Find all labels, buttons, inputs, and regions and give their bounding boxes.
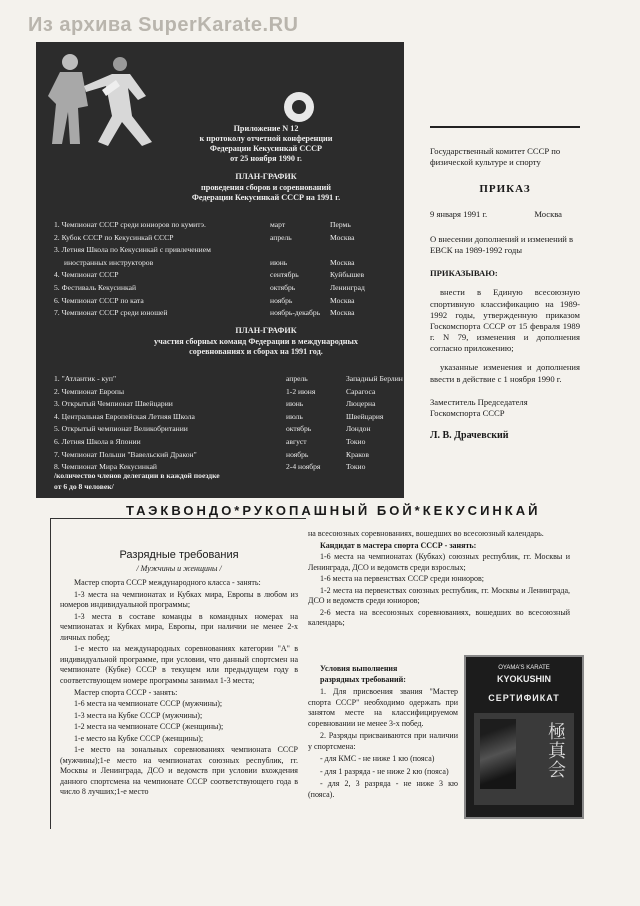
conditions-heading-1: Условия выполнения [320,664,398,673]
plan2-date: октябрь [286,424,312,434]
order-org: Государственный комитет СССР по физической культуре и спорту [430,146,561,168]
plan1-event: 7. Чемпионат СССР среди юношей [54,308,168,318]
plan1-event: 2. Кубок СССР по Кекусинкай СССР [54,232,174,242]
plan2-place: Сарагоса [346,386,376,396]
order-subject: О внесении дополнений и изменений в ЕВСК на 1989-1992 годы [430,233,574,255]
order-signer: Л. В. Драчевский [430,430,509,442]
plan2-date: ноябрь [286,449,309,459]
req-para: Мастер спорта СССР - занять: [74,687,178,697]
appendix-line-1: Приложение N 12 [233,124,299,133]
plan1-date: сентябрь [270,270,299,280]
plan2-event: 4. Центральная Европейская Летняя Школа [54,411,195,421]
plan1-row [54,220,404,232]
order-body-1: внести в Единую всесоюзную спортивную классификацию на 1989-1992 годы, утвержденную приказом Госкомспорта СССР от 15 февраля 1989 г. N 79, изменения и дополнения согласно приложению; [430,287,580,354]
plan2-row [54,450,404,462]
conditions-para-1: 1. Для присвоения звания "Мастер спорта СССР" необходимо одержать при занятом месте на классифицируемом соревновании не менее 3-х побед. [308,687,458,728]
plan1-date: ноябрь-декабрь [270,308,321,318]
req2-para-4: 1-6 места на первенствах СССР среди юниоров; [320,574,485,584]
plan2-row [54,387,404,399]
schedule-block [36,42,404,498]
order-command: ПРИКАЗЫВАЮ: [430,268,498,279]
cert-line-1: OYAMA'S KARATE [498,665,550,671]
plan1-date: июнь [270,257,288,267]
requirements-column-2 [308,529,570,630]
requirements-subheading: / Мужчины и женщины / [136,563,222,573]
cert-line-3: СЕРТИФИКАТ [488,693,560,703]
plan1-date: октябрь [270,283,296,292]
appendix-line-4: от 25 ноября 1990 г. [230,154,302,163]
conditions-para-3: - для КМС - не ниже 1 кю (пояса) [320,754,435,764]
plan1-place: Куйбышев [330,270,365,280]
plan2-place: Западный Берлин [346,374,403,383]
kyokushin-emblem-icon [284,92,314,122]
order-body-2: указанные изменения и дополнения ввести в действие с 1 ноября 1990 г. [430,362,580,384]
req2-para-6: 2-6 места на всесоюзных соревнованиях, вошедших во всесоюзный календарь; [308,607,570,628]
conditions-heading-2: разрядных требований: [320,674,406,684]
req2-para-2: Кандидат в мастера спорта СССР - занять: [320,540,477,550]
plan2-event: 3. Открытый Чемпионат Швейцарии [54,399,173,409]
req-para: 1-3 места на чемпионатах и Кубках мира, Европы в любом из номеров индивидуальной программы; [60,589,298,610]
plan2-date: 1-2 июня [286,386,316,396]
plan2-note-2: от 6 до 8 человек/ [54,482,114,491]
plan1-place: Москва [330,295,355,305]
req-para: 1-е место на зональных соревнованиях чемпионата СССР (мужчины);1-е место на чемпионатах союзных республик, гг. Москвы и Ленинграда, ДСО и ведомств при условии вхождения данного спортсмена на чемпионате СССР соответствующего года в число 8 лучших;1-е место [60,745,298,797]
req-para: 1-3 места в составе команды в командных номерах на чемпионатах и Кубках мира, Европы, при наличии не менее 2-х личных побед; [60,611,298,642]
order-date: 9 января 1991 г. [430,208,488,219]
calligraphy-icon [480,719,516,789]
plan1-place: Ленинград [330,283,365,292]
plan2-date: июль [286,411,303,421]
requirements-column-1 [60,548,298,799]
plan2-date: апрель [286,374,308,383]
plan2-date: 2-4 ноября [286,462,321,472]
plan2-event: 8. Чемпионат Мира Кекусинкай [54,462,157,472]
plan2-date: август [286,437,307,446]
order-deputy: Заместитель Председателя Госкомспорта СССР [430,396,528,418]
plan2-title: ПЛАН-ГРАФИК [235,326,297,335]
plan1-subtitle: проведения сборов и соревнований [201,183,331,192]
watermark: Из архива SuperKarate.RU [28,14,299,36]
plan2-event: 6. Летняя Школа в Японии [54,437,141,446]
plan2-place: Люцерна [346,399,376,409]
plan1-subtitle-2: Федерации Кекусинкай СССР на 1991 г. [191,193,341,202]
plan2-row [54,374,404,386]
certificate-image [464,655,584,819]
plan1-event: 5. Фестиваль Кекусинкай [54,283,137,292]
plan2-row [54,437,404,449]
plan2-date: июнь [286,399,304,409]
req2-para-3: 1-6 места на чемпионатах (Кубках) союзных республик, гг. Москвы и Ленинграда, ДСО и ведомств среди взрослых; [308,552,570,572]
req-para: 1-2 места на чемпионате СССР (женщины); [74,722,224,732]
plan1-title: ПЛАН-ГРАФИК [235,172,297,181]
plan2-subtitle-2: соревнованиях и сборах на 1991 год. [189,347,323,356]
plan2-event: 7. Чемпионат Польши "Вавельский Дракон" [54,449,197,459]
plan2-place: Лондон [346,424,371,434]
plan2-place: Токио [346,437,366,446]
req-para: 1-е место на международных соревнованиях категории "А" в индивидуальной программе, при условии, что данный спортсмен на чемпионате (Кубке) СССР в текущем или предыдущем году в соответствующем номере программы занимал 1-3 места; [60,644,298,685]
plan2-place: Швейцария [346,411,384,421]
plan1-event: 3. Летняя Школа по Кекусинкай с привлечением [54,245,211,255]
plan2-row [54,399,404,411]
plan2-place: Краков [346,449,369,459]
order-section [430,126,580,450]
plan1-date: ноябрь [270,295,293,305]
plan1-row [54,245,404,257]
plan1-row [54,296,404,308]
plan2-event: 2. Чемпионат Европы [54,386,125,396]
req-para: 1-6 места на чемпионате СССР (мужчины); [74,699,223,709]
plan1-date: апрель [270,232,292,242]
plan1-place: Пермь [330,220,351,229]
plan1-row [54,233,404,245]
plan1-date: март [270,220,286,229]
order-date-line [430,209,580,220]
conditions-para-5: - для 2, 3 разряда - не ниже 3 кю (пояса). [308,779,458,800]
plan1-row [54,258,404,270]
req2-para-5: 1-2 места на первенствах союзных республик, гг. Москвы и Ленинграда, ДСО и ведомств среди юниоров; [308,585,570,606]
appendix-line-2: к протоколу отчетной конференции [199,134,333,143]
plan1-place: Москва [330,257,355,267]
conditions-para-4: - для 1 разряда - не ниже 2 кю (пояса) [320,766,449,776]
plan1-place: Москва [330,308,355,318]
plan1-event: 6. Чемпионат СССР по ката [54,295,144,305]
order-city: Москва [534,208,562,219]
plan2-event: 1. "Атлантик - куп" [54,374,117,383]
plan2-event: 5. Открытый чемпионат Великобритании [54,424,188,434]
plan2-row [54,424,404,436]
cert-kanji: 極真会 [548,722,566,780]
req2-para-1: на всесоюзных соревнованиях, вошедших во всесоюзный календарь. [308,529,544,538]
section-banner: ТАЭКВОНДО*РУКОПАШНЫЙ БОЙ*КЕКУСИНКАЙ [126,503,541,518]
plan1-row [54,270,404,282]
req-para: Мастер спорта СССР международного класса - занять: [74,578,261,588]
req-para: 1-3 места на Кубке СССР (мужчины); [74,710,203,720]
plan2-note-1: /количество членов делегации в каждой поездке [54,471,220,480]
conditions-column [308,664,458,803]
plan1-row [54,308,404,320]
requirements-heading: Разрядные требования [119,549,239,561]
req-para: 1-е место на Кубке СССР (женщины); [74,733,204,743]
cert-line-2: KYOKUSHIN [496,674,551,684]
plan1-event: 4. Чемпионат СССР [54,270,119,280]
order-title: ПРИКАЗ [479,183,531,196]
appendix-line-3: Федерации Кекусинкай СССР [209,144,323,153]
plan2-row [54,412,404,424]
plan2-subtitle: участия сборных команд Федерации в международных [154,337,358,346]
plan1-place: Москва [330,232,355,242]
plan1-row [54,283,404,295]
plan2-place: Токио [346,462,366,472]
conditions-para-2: 2. Разряды присваиваются при наличии у спортсмена: [308,731,458,751]
plan1-event: иностранных инструкторов [64,257,154,267]
plan1-event: 1. Чемпионат СССР среди юниоров по кумитэ. [54,220,206,229]
